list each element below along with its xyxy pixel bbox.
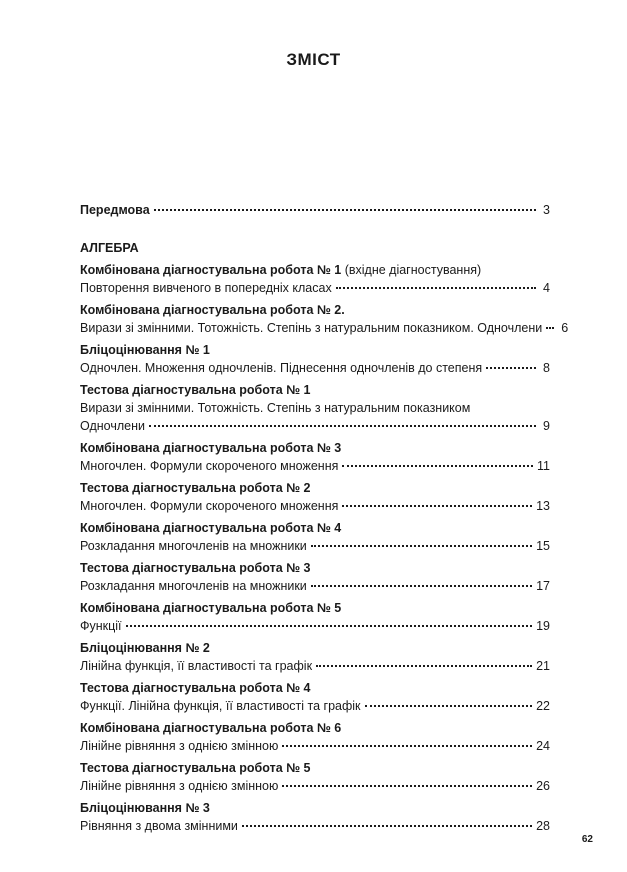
toc-heading-title: Комбінована діагностувальна робота № 1 [80,263,342,277]
toc-heading-title: Комбінована діагностувальна робота № 2. [80,303,345,317]
toc-heading-title: Тестова діагностувальна робота № 2 [80,481,311,495]
toc-group-heading[interactable] [80,381,550,399]
toc-entry-label: Розкладання многочленів на множники [80,579,307,593]
toc-entry[interactable] [80,497,550,515]
toc-entry[interactable] [80,319,569,337]
toc-group [80,381,550,435]
toc-entry[interactable] [80,417,550,435]
toc-page-number: 4 [543,281,550,295]
toc-entry-label: Многочлен. Формули скороченого множення [80,499,339,513]
toc-entry[interactable] [80,577,550,595]
toc-entry[interactable] [80,777,550,795]
toc-page-number: 28 [536,819,550,833]
toc-heading-title: Тестова діагностувальна робота № 1 [80,383,311,397]
toc-group [80,439,550,475]
toc-entry-label: Одночлени [80,419,145,433]
dot-leader [342,465,533,467]
toc-heading-title: Тестова діагностувальна робота № 4 [80,681,311,695]
toc-entry-preface[interactable] [80,201,550,219]
toc-page-number: 21 [536,659,550,673]
toc-page-number: 17 [536,579,550,593]
toc-page-number: 24 [536,739,550,753]
toc-entry-label: Лінійна функція, її властивості та графік [80,659,313,673]
toc-group [80,599,550,635]
dot-leader [154,209,536,211]
toc-group [80,559,550,595]
toc-entry[interactable] [80,537,550,555]
dot-leader [546,327,554,329]
toc-group [80,799,550,835]
toc-entry-label: Одночлен. Множення одночленів. Піднесення одночленів до степеня [80,361,483,375]
toc-entry-label: Многочлен. Формули скороченого множення [80,459,339,473]
toc-group-heading[interactable] [80,679,550,697]
toc-entry[interactable] [80,737,550,755]
toc-entry-label: Лінійне рівняння з однією змінною [80,739,279,753]
toc-page-number: 15 [536,539,550,553]
dot-leader [311,585,532,587]
toc-entry-label: Лінійне рівняння з однією змінною [80,779,279,793]
toc-entry[interactable] [80,359,550,377]
toc-entry[interactable] [80,657,550,675]
page-number: 62 [581,834,593,845]
toc-heading-title: Комбінована діагностувальна робота № 3 [80,441,342,455]
toc-page-number: 3 [543,203,550,217]
dot-leader [149,425,536,427]
toc-subtitle-line: Вирази зі змінними. Тотожність. Степінь з натуральним показником [80,401,471,415]
page-title: ЗМІСТ [286,50,341,69]
toc-group-heading[interactable] [80,559,550,577]
toc-group-heading[interactable] [80,519,550,537]
toc-group-heading[interactable] [80,639,550,657]
toc-entry-label: Функції. Лінійна функція, її властивості та графік [80,699,361,713]
toc-heading-title: Бліцоцінювання № 2 [80,641,210,655]
toc-entry[interactable] [80,457,550,475]
toc-entry-label: Рівняння з двома змінними [80,819,238,833]
dot-leader [311,545,532,547]
toc-entry-label: Вирази зі змінними. Тотожність. Степінь з натуральним показником. Одночлени [80,321,543,335]
toc-page-number: 22 [536,699,550,713]
toc-group [80,639,550,675]
toc-entry-label: Передмова [80,203,150,217]
toc-page-number: 9 [543,419,550,433]
toc-group [80,719,550,755]
toc-group-heading[interactable] [80,439,550,457]
toc-heading-title: Бліцоцінювання № 3 [80,801,210,815]
toc-heading-title: Комбінована діагностувальна робота № 4 [80,521,342,535]
toc-page-number: 26 [536,779,550,793]
dot-leader [242,825,532,827]
toc-group-heading[interactable] [80,759,550,777]
toc-entry[interactable] [80,279,550,297]
toc-group-heading[interactable] [80,719,550,737]
dot-leader [282,745,532,747]
toc-page-number: 11 [537,459,550,473]
dot-leader [282,785,532,787]
toc-page-number: 8 [543,361,550,375]
toc-entry[interactable] [80,617,550,635]
toc-group-heading[interactable] [80,341,550,359]
dot-leader [316,665,532,667]
toc-group [80,479,550,515]
toc-heading-title: Комбінована діагностувальна робота № 5 [80,601,342,615]
toc-entry[interactable] [80,817,550,835]
toc-group-heading[interactable] [80,261,550,279]
toc-page-number: 13 [536,499,550,513]
table-of-contents [80,201,569,835]
toc-heading-title: Тестова діагностувальна робота № 3 [80,561,311,575]
toc-group [80,679,550,715]
toc-page-number: 6 [561,321,569,335]
toc-groups [80,261,569,835]
toc-heading-title: Бліцоцінювання № 1 [80,343,210,357]
dot-leader [486,367,536,369]
toc-heading-note: (вхідне діагностування) [341,263,482,277]
toc-page-number: 19 [536,619,550,633]
toc-entry-label: Повторення вивченого в попередніх класах [80,281,332,295]
toc-entry-label: Функції [80,619,122,633]
toc-entry-label: Розкладання многочленів на множники [80,539,307,553]
toc-group-heading[interactable] [80,599,550,617]
toc-group [80,301,569,337]
toc-group-heading[interactable] [80,301,550,319]
dot-leader [342,505,532,507]
toc-entry[interactable] [80,697,550,715]
dot-leader [365,705,533,707]
toc-heading-title: Комбінована діагностувальна робота № 6 [80,721,342,735]
toc-group [80,341,550,377]
toc-group-heading[interactable] [80,799,550,817]
toc-group-heading[interactable] [80,479,550,497]
toc-heading-title: Тестова діагностувальна робота № 5 [80,761,311,775]
dot-leader [336,287,536,289]
dot-leader [126,625,533,627]
toc-group [80,261,550,297]
toc-group [80,759,550,795]
toc-group [80,519,550,555]
section-heading: АЛГЕБРА [80,241,139,255]
